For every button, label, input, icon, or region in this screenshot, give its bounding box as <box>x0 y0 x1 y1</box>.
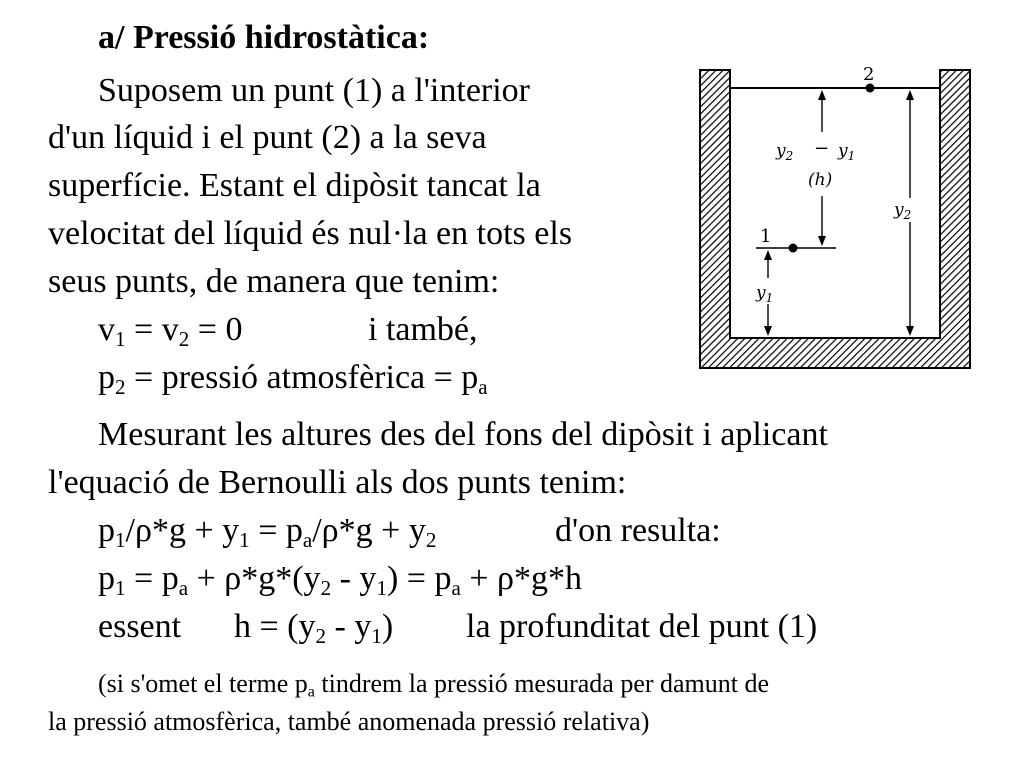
intro-line-5: seus punts, de manera que tenim: <box>48 263 500 300</box>
diff-label <box>775 138 855 163</box>
pressure-2-equation: $p_2$ = pressió atmosfèrica = $p_a$ <box>98 359 488 399</box>
h-arrow-top-head <box>818 90 826 100</box>
intro-line-3: superfície. Estant el dipòsit tancat la <box>48 167 541 204</box>
point-2-label: 2 <box>863 64 875 85</box>
bernoulli-equation: $p_1/\rho*g + y_1 = p_a/\rho*g + y_2$ <box>98 512 437 552</box>
y2-arrow-bottom-head <box>906 326 914 336</box>
y2-arrow-top-head <box>906 90 914 100</box>
note-line-2: la pressió atmosfèrica, també anomenada pressió relativa) <box>48 707 650 736</box>
measure-line-2: l'equació de Bernoulli als dos punts tenim: <box>48 464 627 501</box>
note-line-1: (si s'omet el terme $p_a$ tindrem la pressió mesurada per damunt de <box>98 669 770 701</box>
intro-line-2: d'un líquid i el punt (2) a la seva <box>48 119 487 156</box>
section-heading: a/ Pressió hidrostàtica: <box>98 19 430 56</box>
depth-equation: $h = (y_2 - y_1)$ <box>234 608 394 648</box>
depth-essent: essent <box>98 608 182 645</box>
y2-label: $y_2$ <box>894 200 912 222</box>
intro-line-4: velocitat del líquid és nul·la en tots els <box>48 215 573 252</box>
svg-text:y2: $y_2$ <box>776 141 794 163</box>
point-1-label: 1 <box>760 226 772 247</box>
bernoulli-result-label: d'on resulta: <box>555 512 721 549</box>
h-arrow-bottom-head <box>818 236 826 246</box>
tank-diagram <box>690 60 980 372</box>
y1-arrow-top-head <box>764 250 772 260</box>
velocity-equation: $v_1 = v_2 = 0$ <box>98 311 243 351</box>
intro-line-1: Suposem un punt (1) a l'interior <box>98 72 531 109</box>
velocity-also: i també, <box>368 311 478 348</box>
svg-text:−: − <box>814 138 830 159</box>
point-1-dot <box>789 244 798 253</box>
y1-label: $y_1$ <box>756 283 774 305</box>
depth-label: la profunditat del punt (1) <box>466 608 818 645</box>
y1-arrow-bottom-head <box>764 326 772 336</box>
h-label: (h) <box>808 170 833 190</box>
svg-text:y1: $y_1$ <box>838 141 856 163</box>
result-equation: $p_1 = p_a + \rho*g*(y_2 - y_1) = p_a + \rho*g*h$ <box>98 560 582 600</box>
tank-walls <box>700 70 970 368</box>
measure-line-1: Mesurant les altures des del fons del dipòsit i aplicant <box>98 416 828 453</box>
